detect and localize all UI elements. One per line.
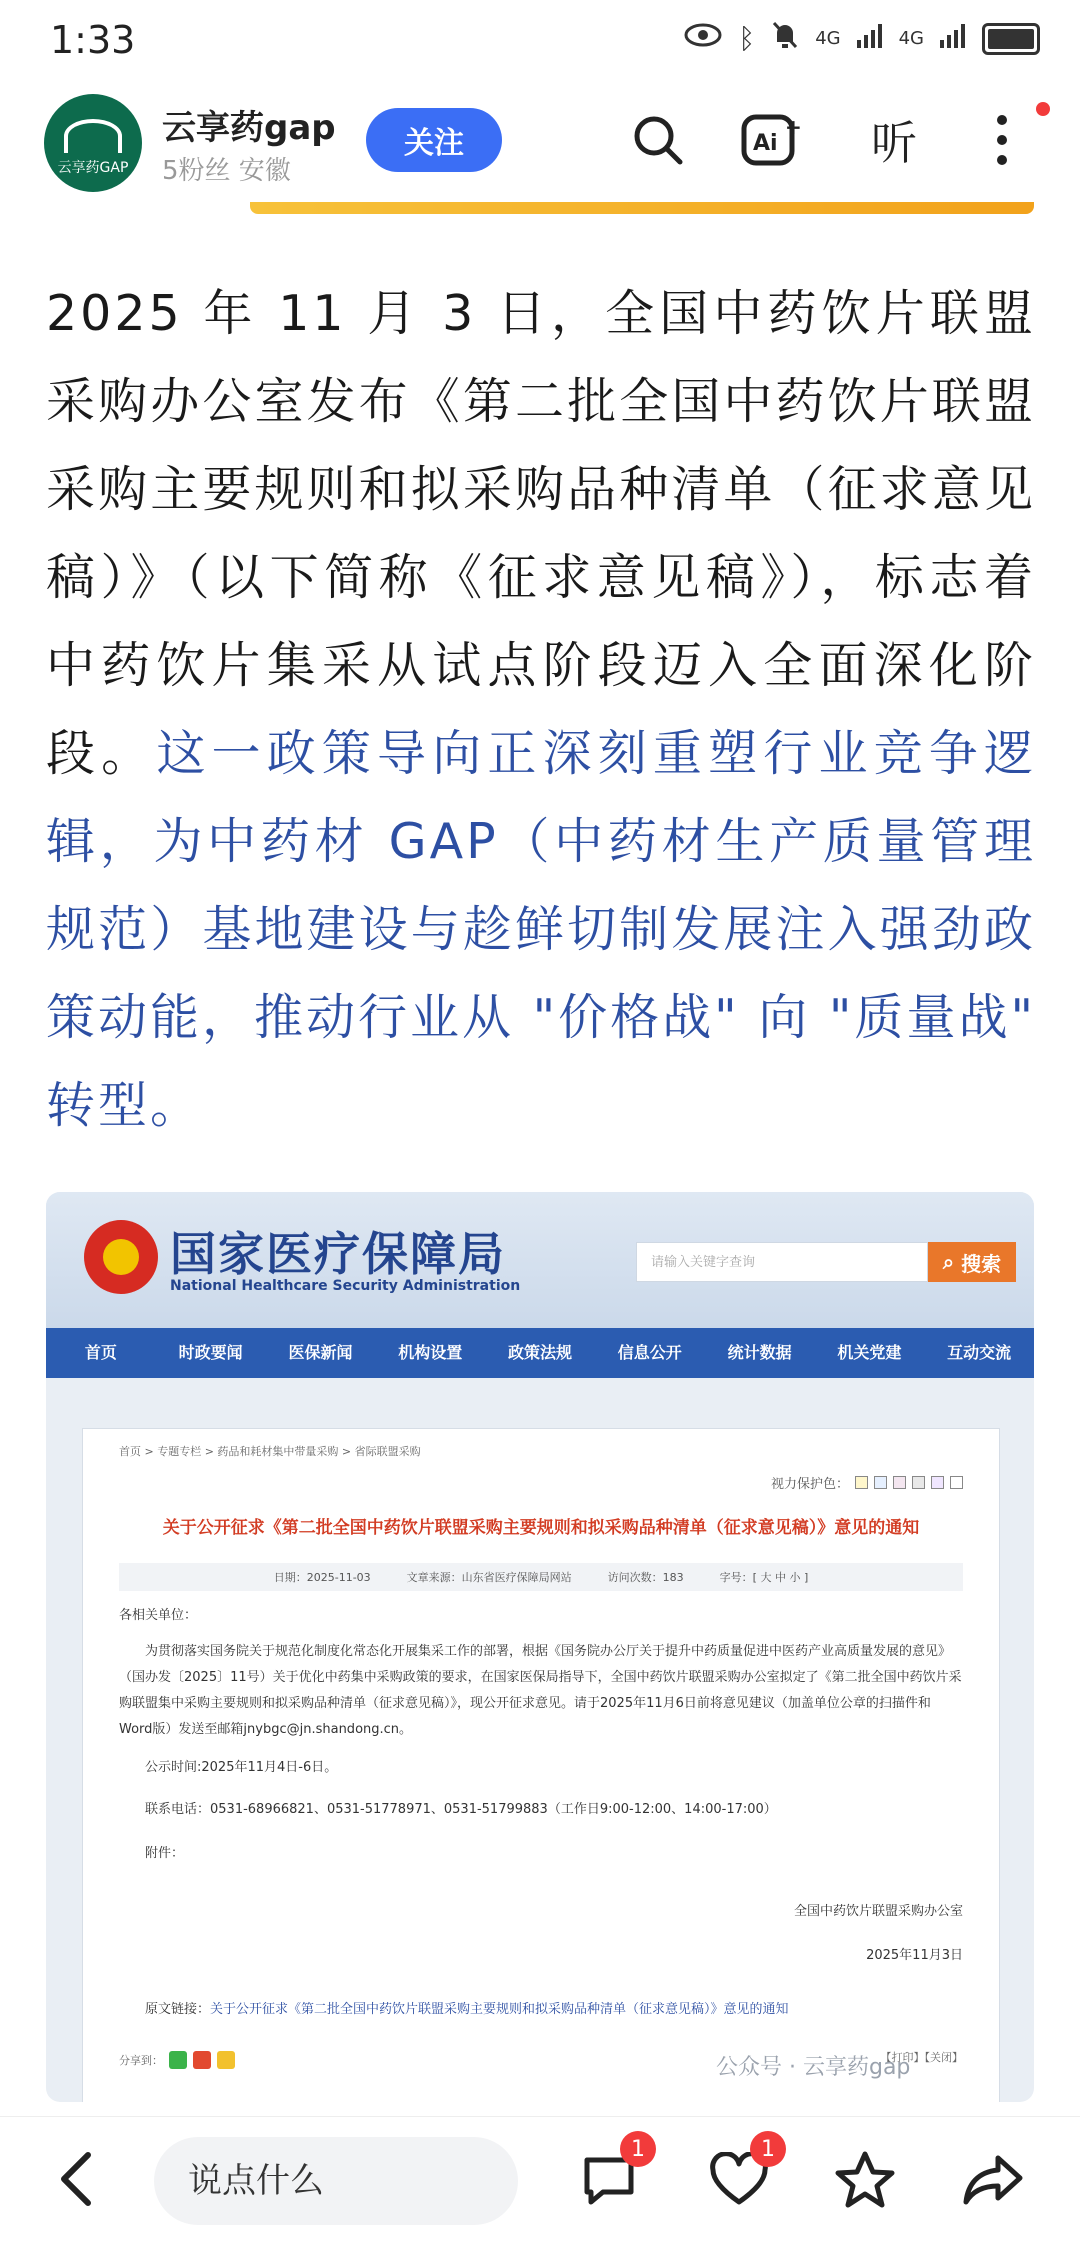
national-emblem-icon	[84, 1220, 158, 1294]
site-nav-item: 信息公开	[617, 1343, 682, 1362]
site-nav-item: 医保新闻	[288, 1343, 353, 1362]
site-nav-item: 机构设置	[398, 1343, 463, 1362]
comment-count-badge: 1	[620, 2131, 656, 2167]
site-nav-item: 时政要闻	[178, 1343, 243, 1362]
site-header	[46, 1192, 1034, 1328]
signal-2-icon: 4G	[898, 27, 924, 49]
vision-color-picker	[771, 1473, 963, 1492]
avatar-text: 云享药GAP	[57, 160, 129, 176]
search-button[interactable]	[626, 108, 690, 172]
vision-label: 视力保护色：	[770, 1477, 849, 1492]
site-nav	[46, 1328, 1034, 1378]
share-button[interactable]	[958, 2145, 1028, 2215]
mute-bell-icon	[771, 20, 799, 57]
battery-icon	[982, 23, 1040, 55]
signal-1-icon: 4G	[815, 27, 841, 49]
notice-signer: 全国中药饮片联盟采购办公室	[793, 1904, 963, 1919]
site-nav-item: 首页	[84, 1343, 117, 1362]
like-count-badge: 1	[750, 2131, 786, 2167]
site-nav-item: 统计数据	[727, 1343, 792, 1362]
print-close-links: 【打印】【关闭】	[880, 2051, 963, 2064]
notice-panel	[82, 1428, 1000, 2102]
svg-text:Ai: Ai	[753, 131, 778, 156]
account-name[interactable]: 云享药gap	[162, 108, 336, 148]
ai-button[interactable]	[740, 108, 804, 172]
site-breadcrumb: 首页 > 专题专栏 > 药品和耗材集中带量采购 > 省际联盟采购	[119, 1445, 421, 1458]
back-arrow-icon	[56, 2149, 96, 2209]
site-search-button	[928, 1242, 1016, 1282]
site-search-label: 搜索	[961, 1251, 1002, 1276]
notice-meta	[119, 1563, 963, 1591]
site-search-input: 请输入关键字查询	[636, 1242, 928, 1282]
source-link-label: 原文链接：	[145, 2002, 211, 2017]
notice-sign-date: 2025年11月3日	[866, 1948, 963, 1963]
notice-title: 关于公开征求《第二批全国中药饮片联盟采购主要规则和拟采购品种清单（征求意见稿）》意见的通知	[162, 1518, 920, 1538]
site-nav-item: 互动交流	[947, 1343, 1012, 1362]
logo-leaf-icon	[64, 119, 122, 153]
swatch	[893, 1476, 906, 1489]
notice-salutation: 各相关单位：	[119, 1608, 198, 1623]
follow-button[interactable]: 关注	[366, 108, 502, 172]
back-button[interactable]	[56, 2149, 96, 2223]
svg-text:+: +	[785, 115, 802, 139]
status-icons	[684, 20, 1040, 57]
status-time: 1:33	[50, 18, 136, 62]
comment-input[interactable]: 说点什么	[154, 2137, 518, 2225]
header-banner-stripe	[250, 202, 1034, 214]
source-link: 关于公开征求《第二批全国中药饮片联盟采购主要规则和拟采购品种清单（征求意见稿）》意见的通知	[210, 2002, 789, 2017]
account-meta: 5粉丝 安徽	[162, 156, 291, 186]
star-icon	[834, 2150, 896, 2210]
search-icon	[630, 112, 686, 168]
avatar[interactable]	[44, 94, 142, 192]
notice-phone: 联系电话：0531-68966821、0531-51778971、0531-51799883（工作日9:00-12:00、14:00-17:00）	[145, 1802, 777, 1817]
notice-publicity: 公示时间:2025年11月4日-6日。	[145, 1760, 338, 1775]
site-nav-item: 政策法规	[508, 1343, 573, 1362]
article-body	[46, 270, 1036, 1150]
notice-body: 为贯彻落实国务院关于规范化制度化常态化开展集采工作的部署，根据《国务院办公厅关于提升中药质量促进中医药产业高质量发展的意见》（国办发〔2025〕11号）关于优化中药集中采购政策的要求，在国家医保局指导下，全国中药饮片联盟采购办公室拟定了《第二批全国中药饮片采购联盟集中采购主要规则和拟采购品种清单（征求意见稿）》，现公开征求意见。请于2025年11月6日前将意见建议（加盖单位公章的扫描件和Word版）发送至邮箱jnybgc@jn.shandong.cn。	[119, 1644, 962, 1737]
notice-font-size: 字号：[ 大 中 小 ]	[719, 1571, 809, 1584]
signal-bars-icon	[857, 22, 883, 55]
site-org-name-en: National Healthcare Security Administration	[170, 1278, 521, 1294]
notification-dot	[1036, 102, 1050, 116]
article-text: 2025 年 11 月 3 日，全国中药饮片联盟采购办公室发布《第二批全国中药饮片联盟采购主要规则和拟采购品种清单（征求意见稿）》（以下简称《征求意见稿》），标志着中药饮片集采从试点阶段迈入全面深化阶段。	[46, 285, 1036, 782]
image-watermark: 公众号 · 云享药gap	[716, 2055, 911, 2080]
listen-button[interactable]: 听	[871, 116, 917, 170]
qzone-icon	[217, 2051, 235, 2069]
ai-icon	[741, 112, 803, 168]
signal-bars-icon	[940, 22, 966, 55]
notice-source: 文章来源：山东省医疗保障局网站	[406, 1571, 572, 1584]
notice-attachment: 附件：	[145, 1846, 185, 1861]
notice-source-link	[119, 1997, 963, 2023]
article-highlight-text: 这一政策导向正深刻重塑行业竞争逻辑，为中药材 GAP（中药材生产质量管理规范）基地建设与趁鲜切制发展注入强劲政策动能，推动行业从 "价格战" 向 "质量战" 转型。	[46, 725, 1036, 1134]
eye-icon	[684, 22, 722, 55]
status-bar	[0, 0, 1080, 80]
bluetooth-icon: ᛒ	[738, 22, 756, 55]
more-vertical-icon	[992, 112, 1012, 168]
wechat-icon	[169, 2051, 187, 2069]
share-label: 分享到：	[119, 2054, 163, 2067]
swatch	[950, 1476, 963, 1489]
article-image[interactable]	[46, 1192, 1034, 2102]
site-nav-item: 机关党建	[837, 1343, 902, 1362]
more-menu-button[interactable]	[970, 108, 1034, 172]
site-org-name: 国家医疗保障局	[170, 1227, 506, 1281]
notice-visits: 访问次数：183	[607, 1571, 684, 1584]
share-arrow-icon	[962, 2152, 1024, 2208]
notice-date: 日期：2025-11-03	[273, 1571, 371, 1584]
search-icon: ⌕	[942, 1250, 962, 1274]
share-row	[119, 2051, 235, 2069]
favorite-button[interactable]	[830, 2145, 900, 2215]
swatch	[874, 1476, 887, 1489]
weibo-icon	[193, 2051, 211, 2069]
swatch	[855, 1476, 868, 1489]
bottom-action-bar	[0, 2116, 1080, 2241]
swatch	[912, 1476, 925, 1489]
swatch	[931, 1476, 944, 1489]
